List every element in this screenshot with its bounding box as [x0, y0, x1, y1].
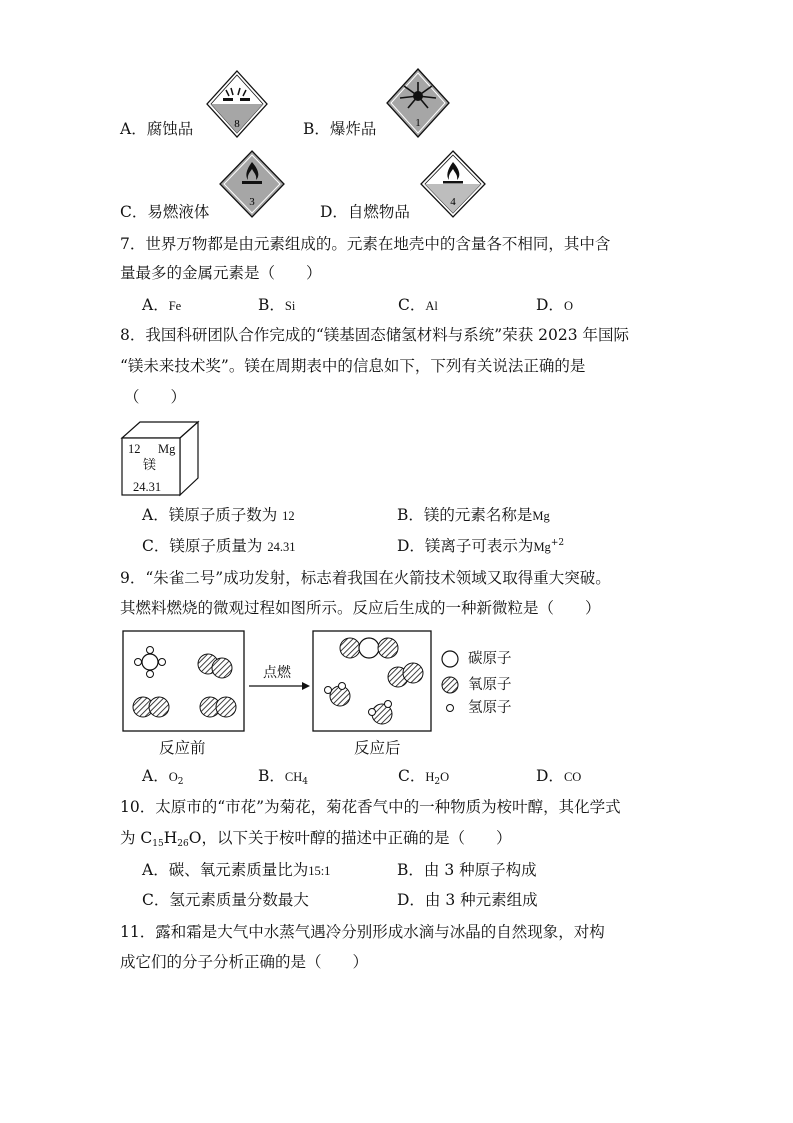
hydrogen-legend-icon [447, 705, 454, 712]
element-symbol: Mg [158, 442, 176, 456]
legend-carbon: 碳原子 [468, 651, 512, 667]
carbon-legend-icon [442, 651, 458, 667]
explosive-sign-icon [386, 68, 450, 138]
oxygen-legend-icon [442, 677, 458, 693]
option-7b: B．Si [258, 296, 296, 314]
option-9a: A．$O_2$ [142, 767, 184, 787]
atomic-mass: 24.31 [133, 480, 162, 494]
option-9d: D．CO [536, 767, 582, 785]
option-6d: D．自燃物品 [320, 203, 410, 221]
option-8d: D．镁离子可表示为$Mg^{+2}$ [397, 537, 565, 555]
q10-line1: 10．太原市的“市花”为菊花，菊花香气中的一种物质为桉叶醇，其化学式 [120, 798, 621, 816]
option-10c: C．氢元素质量分数最大 [142, 891, 309, 909]
q7-line1: 7．世界万物都是由元素组成的。元素在地壳中的含量各不相同，其中含 [120, 235, 611, 253]
q7-line2: 量最多的金属元素是（ ） [120, 264, 322, 282]
option-7a: A．Fe [142, 296, 182, 314]
flammable-liquid-sign-icon [219, 150, 285, 218]
before-label: 反应前 [159, 739, 206, 757]
option-9b: B．$CH_4$ [258, 767, 308, 787]
sign-number: 3 [249, 196, 255, 208]
legend-hydrogen: 氢原子 [468, 700, 512, 716]
sign-number: 8 [234, 118, 240, 130]
q10-line2: 为 $C_{15}H_{26}O$，以下关于桉叶醇的描述中正确的是（ ） [120, 829, 512, 849]
legend-oxygen: 氧原子 [468, 677, 512, 693]
option-7c: C．Al [398, 296, 438, 314]
carbon-dioxide-molecule [340, 638, 398, 658]
spontaneous-combustion-sign-icon [420, 150, 486, 218]
option-6c: C．易燃液体 [120, 203, 210, 221]
option-10b: B．由 3 种原子构成 [397, 861, 537, 879]
option-10a: A．碳、氧元素质量比为15:1 [142, 861, 331, 879]
option-10d: D．由 3 种元素组成 [397, 891, 538, 909]
q11-line2: 成它们的分子分析正确的是（ ） [120, 953, 369, 971]
q11-line1: 11．露和霜是大气中水蒸气遇冷分别形成水滴与冰晶的自然现象，对构 [120, 923, 605, 941]
corrosive-sign-icon [206, 70, 268, 138]
sign-number: 4 [450, 196, 456, 208]
sign-number: 1 [415, 117, 421, 129]
arrow-label: 点燃 [263, 665, 291, 681]
q9-line2: 其燃料燃烧的微观过程如图所示。反应后生成的一种新微粒是（ ） [120, 599, 601, 617]
q9-line1: 9．“朱雀二号”成功发射，标志着我国在火箭技术领域又取得重大突破。 [120, 569, 611, 587]
q8-line3: （ ） [124, 388, 187, 406]
element-name: 镁 [143, 458, 157, 473]
q8-line1: 8．我国科研团队合作完成的“镁基固态储氢材料与系统”荣获 2023 年国际 [120, 326, 630, 344]
atomic-number: 12 [128, 442, 141, 456]
option-8b: B．镁的元素名称是Mg [397, 506, 550, 524]
option-9c: C．$H_2O$ [398, 767, 450, 787]
after-label: 反应后 [354, 739, 401, 757]
option-8c: C．镁原子质量为 24.31 [142, 537, 296, 555]
option-6a: A．腐蚀品 [120, 120, 194, 138]
q8-line2: “镁未来技术奖”。镁在周期表中的信息如下，下列有关说法正确的是 [120, 357, 586, 375]
option-8a: A．镁原子质子数为 12 [142, 506, 295, 524]
option-6b: B．爆炸品 [303, 120, 377, 138]
option-7d: D．O [536, 296, 573, 314]
